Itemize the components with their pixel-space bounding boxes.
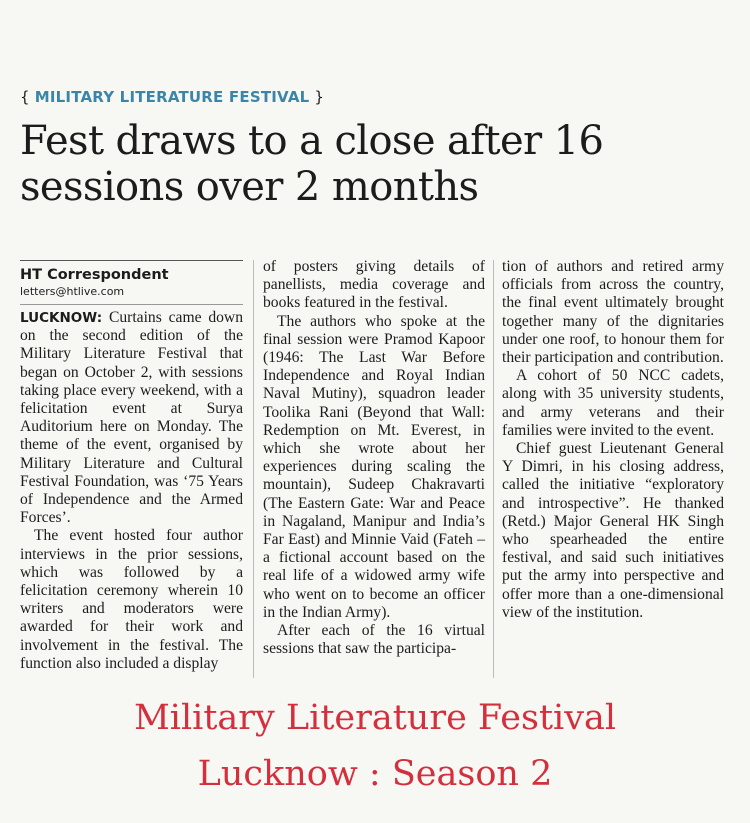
- article-column-3: [502, 258, 724, 622]
- paragraph: Chief guest Lieutenant General Y Dimri, in his closing address, called the initiative “exploratory and introspective”. He thanked (Retd.) Major General HK Singh who spearheaded the entire festival, and said such initiatives put the army into perspective and offer more than a one-dimensional view of the institution.: [502, 440, 724, 621]
- paragraph: The authors who spoke at the final session were Pramod Kapoor (1946: The Last War Before Independence and Royal Indian Naval Mutiny), squadron leader Toolika Rani (Beyond that Wall: Redemption on Mt. Everest, in which she wrote about her experiences during scaling the mountain), Sudeep Chakravarti (The Eastern Gate: War and Peace in Nagaland, Manipur and India’s Far East) and Minnie Vaid (Fateh – a fictional account based on the real life of a widowed army wife who went on to become an officer in the Indian Army).: [263, 312, 485, 621]
- brace-close: }: [314, 88, 325, 106]
- column-divider: [493, 260, 494, 678]
- brace-open: {: [20, 88, 30, 106]
- headline: Fest draws to a close after 16 sessions over 2 months: [20, 118, 604, 210]
- paragraph: After each of the 16 virtual sessions that saw the participa-: [263, 622, 485, 658]
- kicker-label: MILITARY LITERATURE FESTIVAL: [34, 88, 310, 106]
- paragraph: The event hosted four author interviews in the prior sessions, which was followed by a felicitation ceremony wherein 10 writers and moderators were awarded for their work and involvement in the festival. The function also included a display: [20, 527, 243, 672]
- paragraph: [20, 309, 243, 527]
- paragraph: A cohort of 50 NCC cadets, along with 35 university students, and army veterans and their families were invited to the event.: [502, 367, 724, 439]
- byline: HT Correspondent: [20, 267, 169, 283]
- caption-line-1: Military Literature Festival: [133, 698, 617, 738]
- column-divider: [253, 260, 254, 678]
- byline-email: letters@htlive.com: [20, 284, 243, 305]
- byline-block: [20, 260, 243, 305]
- article-column-2: [263, 258, 485, 658]
- caption-line-2: Lucknow : Season 2: [197, 754, 553, 794]
- paragraph-text: Curtains came down on the second edition of the Military Literature Festival that began on October 2, with sessions taking place every weekend, with a felicitation event at Surya Auditorium here on Monday. The theme of the event, organised by Military Literature and Cultural Festival Foundation, was ‘75 Years of Independence and the Armed Forces’.: [20, 309, 243, 527]
- section-kicker: [20, 88, 324, 106]
- article-column-1: [20, 258, 243, 673]
- dateline: LUCKNOW:: [20, 310, 103, 326]
- paragraph: of posters giving details of panellists, media coverage and books featured in the festival.: [263, 258, 485, 312]
- paragraph: tion of authors and retired army officials from across the country, the final event ultimately brought together many of the dignitaries under one roof, to honour them for their participation and contribution.: [502, 258, 724, 367]
